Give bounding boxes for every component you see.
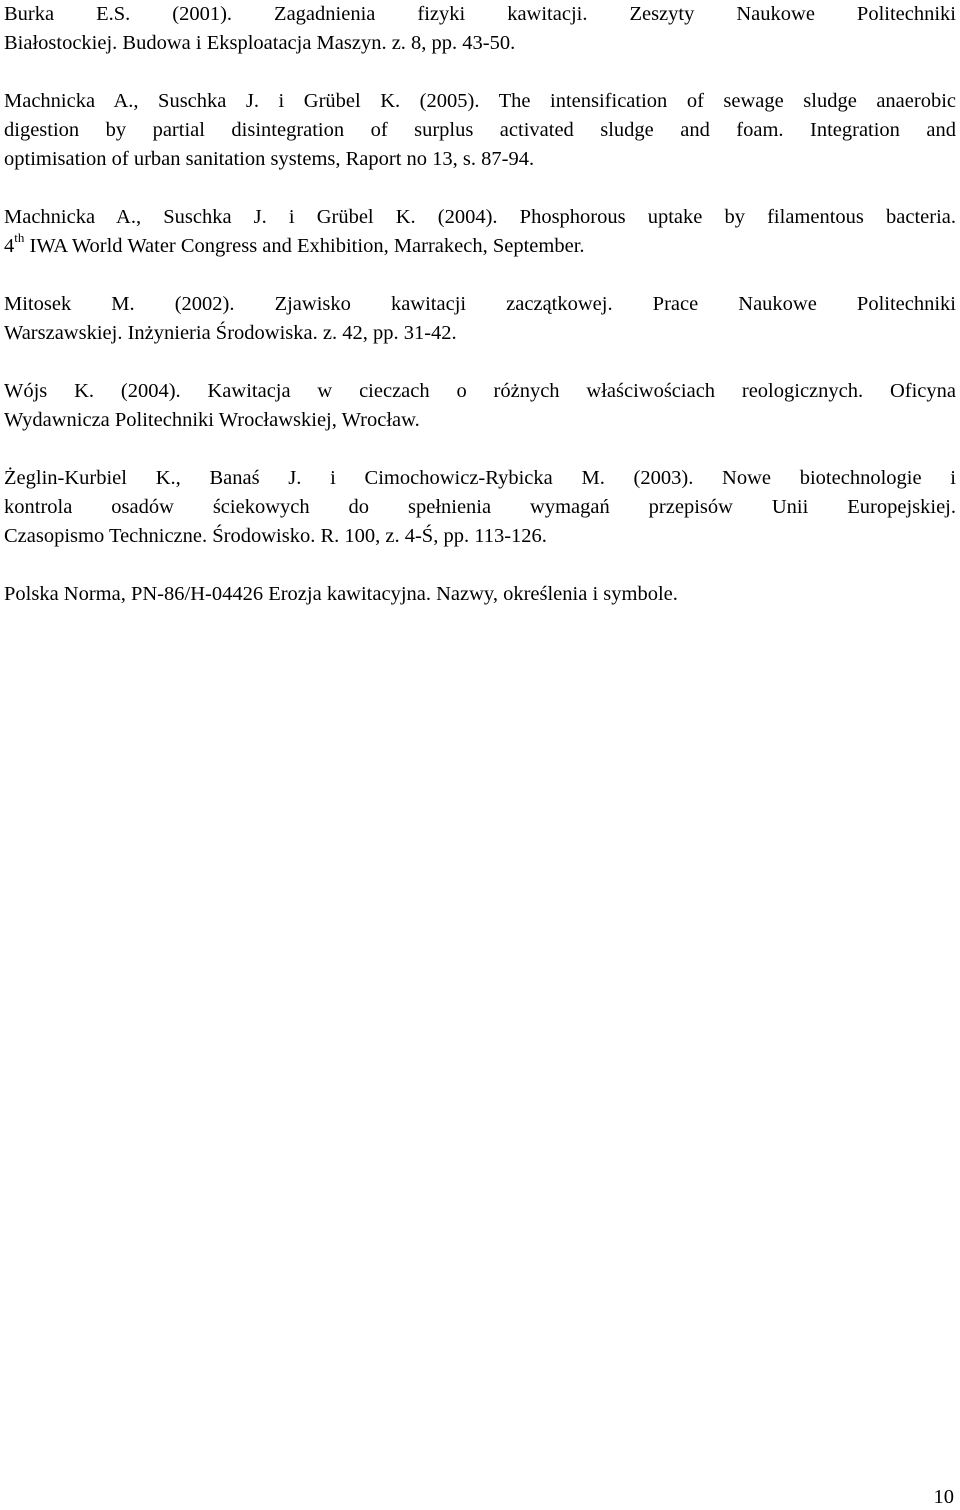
reference-line: Czasopismo Techniczne. Środowisko. R. 100, z. 4-Ś, pp. 113-126.	[4, 525, 547, 547]
reference-line: Wójs K. (2004). Kawitacja w cieczach o różnych właściwościach reologicznych. Oficyna	[4, 380, 956, 402]
reference-line: digestion by partial disintegration of surplus activated sludge and foam. Integration and	[4, 119, 956, 141]
reference-line: Warszawskiej. Inżynieria Środowiska. z. 42, pp. 31-42.	[4, 322, 457, 344]
reference-line-rest: IWA World Water Congress and Exhibition, Marrakech, September.	[24, 235, 585, 257]
reference-line: Wydawnicza Politechniki Wrocławskiej, Wrocław.	[4, 409, 420, 431]
reference-line: Machnicka A., Suschka J. i Grübel K. (2005). The intensification of sewage sludge anaerobic	[4, 90, 956, 112]
reference-line: Białostockiej. Budowa i Eksploatacja Maszyn. z. 8, pp. 43-50.	[4, 32, 516, 54]
reference-line: optimisation of urban sanitation systems, Raport no 13, s. 87-94.	[4, 148, 535, 170]
reference-line: Burka E.S. (2001). Zagadnienia fizyki kawitacji. Zeszyty Naukowe Politechniki	[4, 3, 956, 25]
reference-line: Żeglin-Kurbiel K., Banaś J. i Cimochowicz-Rybicka M. (2003). Nowe biotechnologie i	[4, 467, 956, 489]
reference-line: Mitosek M. (2002). Zjawisko kawitacji zaczątkowej. Prace Naukowe Politechniki	[4, 293, 956, 315]
reference-mitosek-2002	[4, 290, 956, 348]
reference-machnicka-2005	[4, 87, 956, 174]
reference-wojs-2004	[4, 377, 956, 435]
reference-line: Machnicka A., Suschka J. i Grübel K. (2004). Phosphorous uptake by filamentous bacteria.	[4, 206, 956, 228]
reference-line: kontrola osadów ściekowych do spełnienia wymagań przepisów Unii Europejskiej.	[4, 496, 956, 518]
reference-machnicka-2004	[4, 203, 956, 261]
reference-burka-2001	[4, 0, 956, 58]
reference-list	[4, 0, 956, 638]
page-number: 10	[933, 1486, 954, 1508]
ordinal-number: 4	[4, 235, 15, 257]
reference-line: Polska Norma, PN-86/H-04426 Erozja kawitacyjna. Nazwy, określenia i symbole.	[4, 583, 678, 605]
reference-polska-norma	[4, 580, 956, 609]
reference-line	[4, 232, 956, 261]
ordinal-suffix: th	[14, 230, 25, 246]
reference-zeglin-kurbiel-2003	[4, 464, 956, 551]
